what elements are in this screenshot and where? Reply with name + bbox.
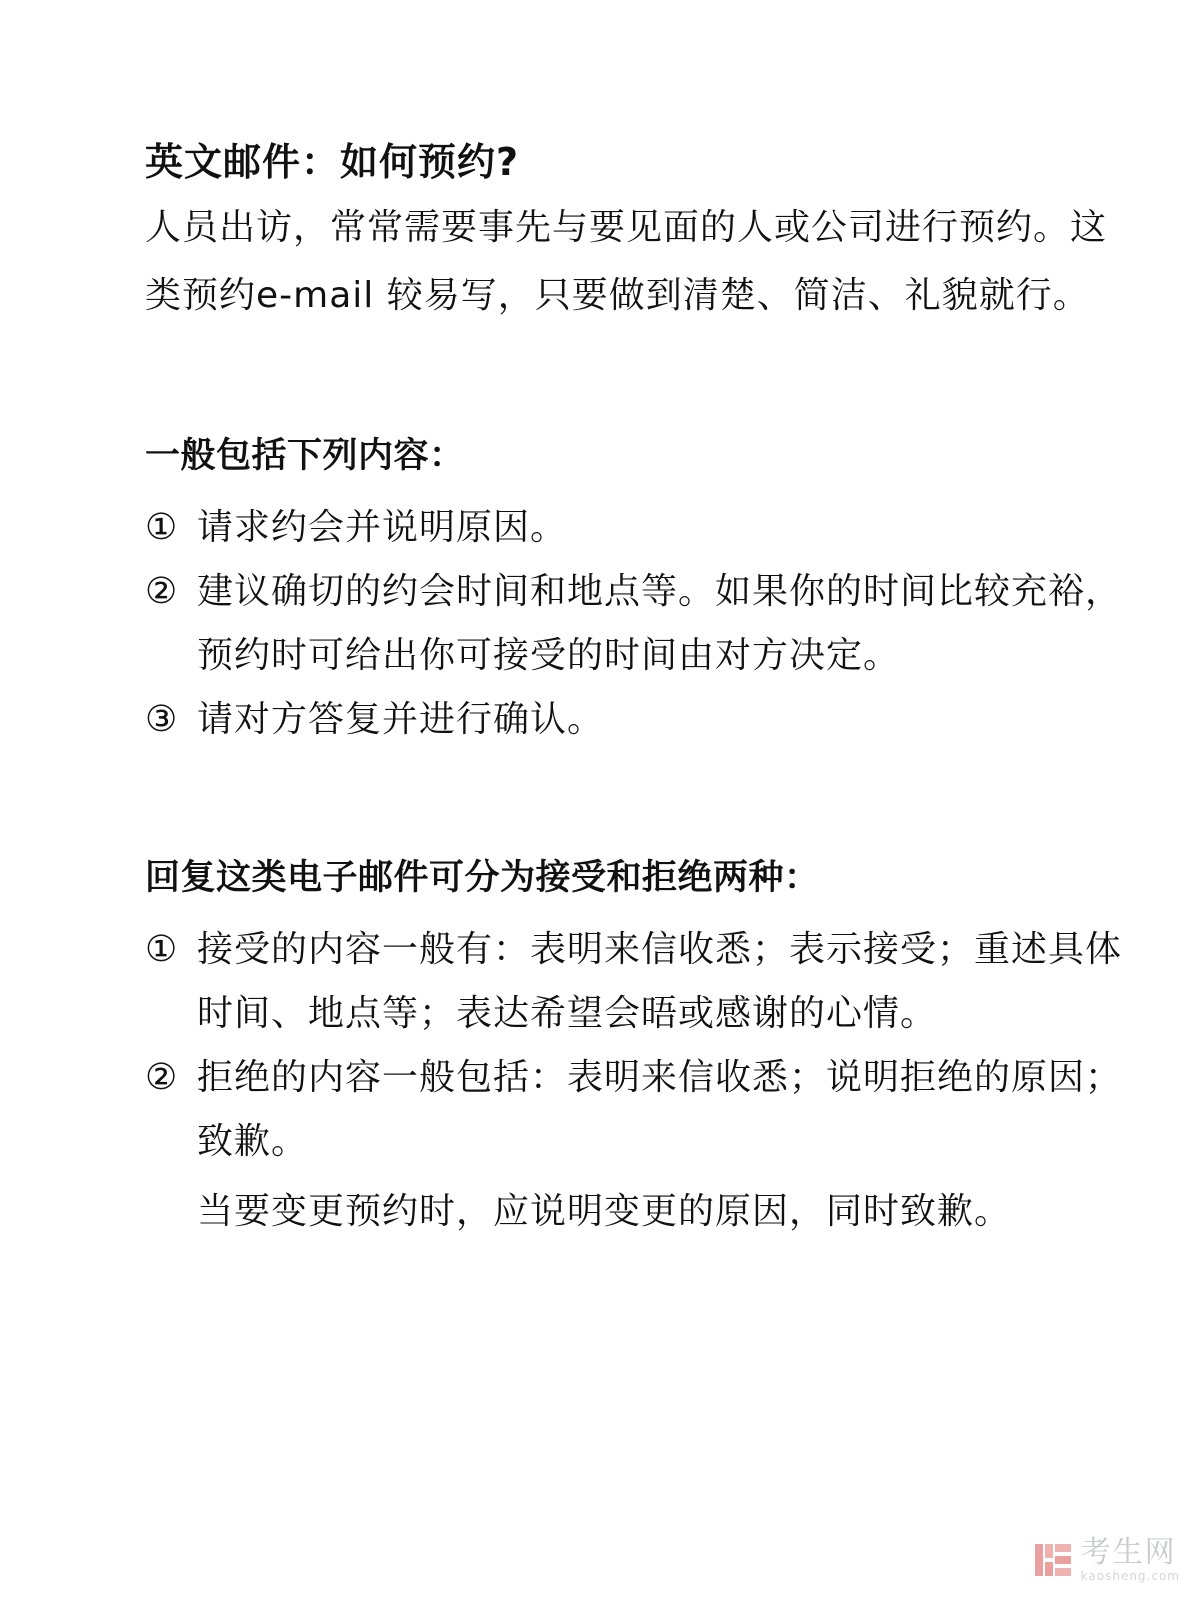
list-item-text: 建议确切的约会时间和地点等。如果你的时间比较充裕，预约时可给出你可接受的时间由对方决定。 [197,571,1123,676]
kaosheng-logo-icon [1033,1540,1073,1580]
list-item [145,918,1135,1046]
reply-note: 当要变更预约时，应说明变更的原因，同时致歉。 [197,1191,1012,1232]
list-item-text: 拒绝的内容一般包括：表明来信收悉；说明拒绝的原因；致歉。 [197,1057,1123,1162]
list-item-text: 接受的内容一般有：表明来信收悉；表示接受；重述具体时间、地点等；表达希望会晤或感谢的心情。 [197,929,1123,1034]
watermark-domain: kaosheng.com [1080,1569,1180,1583]
list-item [145,1046,1135,1174]
contents-list [145,496,1135,752]
reply-list [145,918,1135,1174]
list-item [145,560,1135,688]
article-intro: 人员出访，常常需要事先与要见面的人或公司进行预约。这类预约e-mail 较易写，只要做到清楚、简洁、礼貌就行。 [145,207,1108,316]
watermark-name: 考生网 [1080,1535,1177,1570]
list-marker: ① [145,507,179,548]
list-item [145,496,1135,560]
list-item-text: 请求约会并说明原因。 [197,507,568,548]
list-marker: ③ [145,699,179,740]
list-marker: ② [145,571,179,612]
list-marker: ① [145,929,179,970]
article-title: 英文邮件：如何预约? [145,140,520,184]
site-watermark [1033,1535,1180,1583]
contents-heading: 一般包括下列内容： [145,436,465,476]
list-item [145,688,1135,752]
list-item-text: 请对方答复并进行确认。 [197,699,605,740]
article [145,130,1135,1244]
list-marker: ② [145,1057,179,1098]
reply-heading: 回复这类电子邮件可分为接受和拒绝两种： [145,858,820,898]
